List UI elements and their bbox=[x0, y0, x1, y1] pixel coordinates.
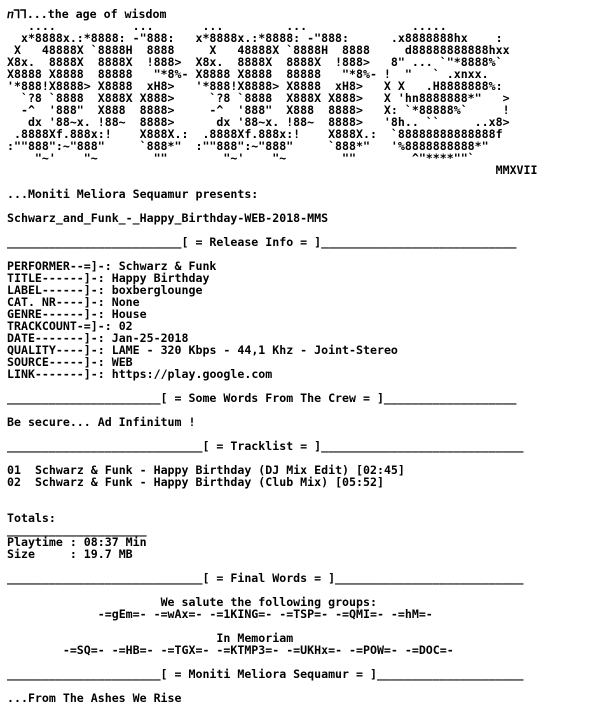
info-row-quality: QUALITY----]-: LAME - 320 Kbps - 44,1 Khz - Joint-Stereo bbox=[7, 343, 398, 357]
totals-row-size: Size : 19.7 MB bbox=[7, 547, 133, 561]
memoriam-groups: -=SQ=- -=HB=- -=TGX=- -=KTMP3=- -=UKHx=- -=POW=- -=DOC=- bbox=[62, 643, 454, 657]
ascii-art-line: "~' "~ "" "~' "~ "" ^"****""` bbox=[7, 151, 475, 165]
ascii-year-text: MMXVII bbox=[495, 163, 538, 177]
ascii-art-line: :""888":~"888" `888*" :""888":~"888" `888*" '%8888888888*" bbox=[7, 139, 489, 153]
footer-line: ...From The Ashes We Rise bbox=[7, 691, 182, 705]
section-tracklist: ____________________________[ = Tracklist = ]_____________________________ bbox=[7, 439, 524, 453]
totals-row-playtime: Playtime : 08:37 Min bbox=[7, 535, 147, 549]
info-row-genre: GENRE------]-: House bbox=[7, 307, 147, 321]
ascii-art-line: X8x. 8888X 8888X !888> X8x. 8888X 8888X !888> 8" ... `"*8888%` bbox=[7, 55, 503, 69]
track-row: 02 Schwarz & Funk - Happy Birthday (Club Mix) [05:52] bbox=[7, 475, 384, 489]
release-name: Schwarz_and_Funk_-_Happy_Birthday-WEB-2018-MMS bbox=[7, 211, 329, 225]
info-row-cat-nr: CAT. NR----]-: None bbox=[7, 295, 140, 309]
ascii-art-line: X 48888X `8888H 8888 X 48888X `8888H 8888 d88888888888hxx bbox=[7, 43, 510, 57]
header-line: ⴖ⅂⅂...the age of wisdom bbox=[7, 7, 167, 21]
memoriam-heading: In Memoriam bbox=[216, 631, 294, 645]
info-row-title: TITLE------]-: Happy Birthday bbox=[7, 271, 210, 285]
info-row-source: SOURCE-----]-: WEB bbox=[7, 355, 133, 369]
section-moniti-meliora: ______________________[ = Moniti Meliora Sequamur = ]_____________________ bbox=[7, 667, 524, 681]
totals-rule: ____________________ bbox=[7, 523, 147, 537]
section-release-info: _________________________[ = Release Info = ]____________________________ bbox=[7, 235, 517, 249]
ascii-art-line: X8888 X8888 88888 "*8%- X8888 X8888 88888 "*8%- ! " ` .xnxx. bbox=[7, 67, 489, 81]
ascii-art-line: dx '88~x. !88~ 8888> dx '88~x. !88~ 8888> '8h.. `` ..x8> bbox=[7, 115, 510, 129]
salute-heading: We salute the following groups: bbox=[160, 595, 377, 609]
ascii-art-line: '*888!X8888> X8888 xH8> '*888!X8888> X8888 xH8> X X .H8888888%: bbox=[7, 79, 503, 93]
totals-label: Totals: bbox=[7, 511, 56, 525]
section-final-words: ____________________________[ = Final Words = ]___________________________ bbox=[7, 571, 524, 585]
info-row-date: DATE-------]-: Jan-25-2018 bbox=[7, 331, 189, 345]
info-row-label: LABEL------]-: boxberglounge bbox=[7, 283, 203, 297]
crew-words: Be secure... Ad Infinitum ! bbox=[7, 415, 196, 429]
ascii-art-line: .8888Xf.888x:! X888X.: .8888Xf.888x:! X888X.: `88888888888888f bbox=[7, 127, 503, 141]
info-row-trackcount: TRACKCOUNT-=]-: 02 bbox=[7, 319, 133, 333]
ascii-year bbox=[7, 164, 538, 176]
ascii-art-line: .... ... ... ... ..... bbox=[7, 19, 447, 33]
salute-groups: -=gEm=- -=wAx=- -=1KING=- -=TSP=- -=QMI=- -=hM=- bbox=[97, 607, 433, 621]
ascii-art-line: -^ '888" X888 8888> -^ '888" X888 8888> X: `*88888%` ! bbox=[7, 103, 510, 117]
presents-line: ...Moniti Meliora Sequamur presents: bbox=[7, 187, 259, 201]
section-crew-words: ______________________[ = Some Words From The Crew = ]___________________ bbox=[7, 391, 517, 405]
track-row: 01 Schwarz & Funk - Happy Birthday (DJ Mix Edit) [02:45] bbox=[7, 463, 405, 477]
info-row-performer: PERFORMER--=]-: Schwarz & Funk bbox=[7, 259, 217, 273]
info-row-link: LINK-------]-: https://play.google.com bbox=[7, 367, 273, 381]
ascii-art-line: `?8 `8888 X888X X888> `?8 `8888 X888X X888> X 'hn8888888*" > bbox=[7, 91, 510, 105]
nfo-document bbox=[7, 8, 538, 704]
ascii-art-line: x*8888x.:*8888: -"888: x*8888x.:*8888: -"888: .x8888888hx : bbox=[7, 31, 503, 45]
